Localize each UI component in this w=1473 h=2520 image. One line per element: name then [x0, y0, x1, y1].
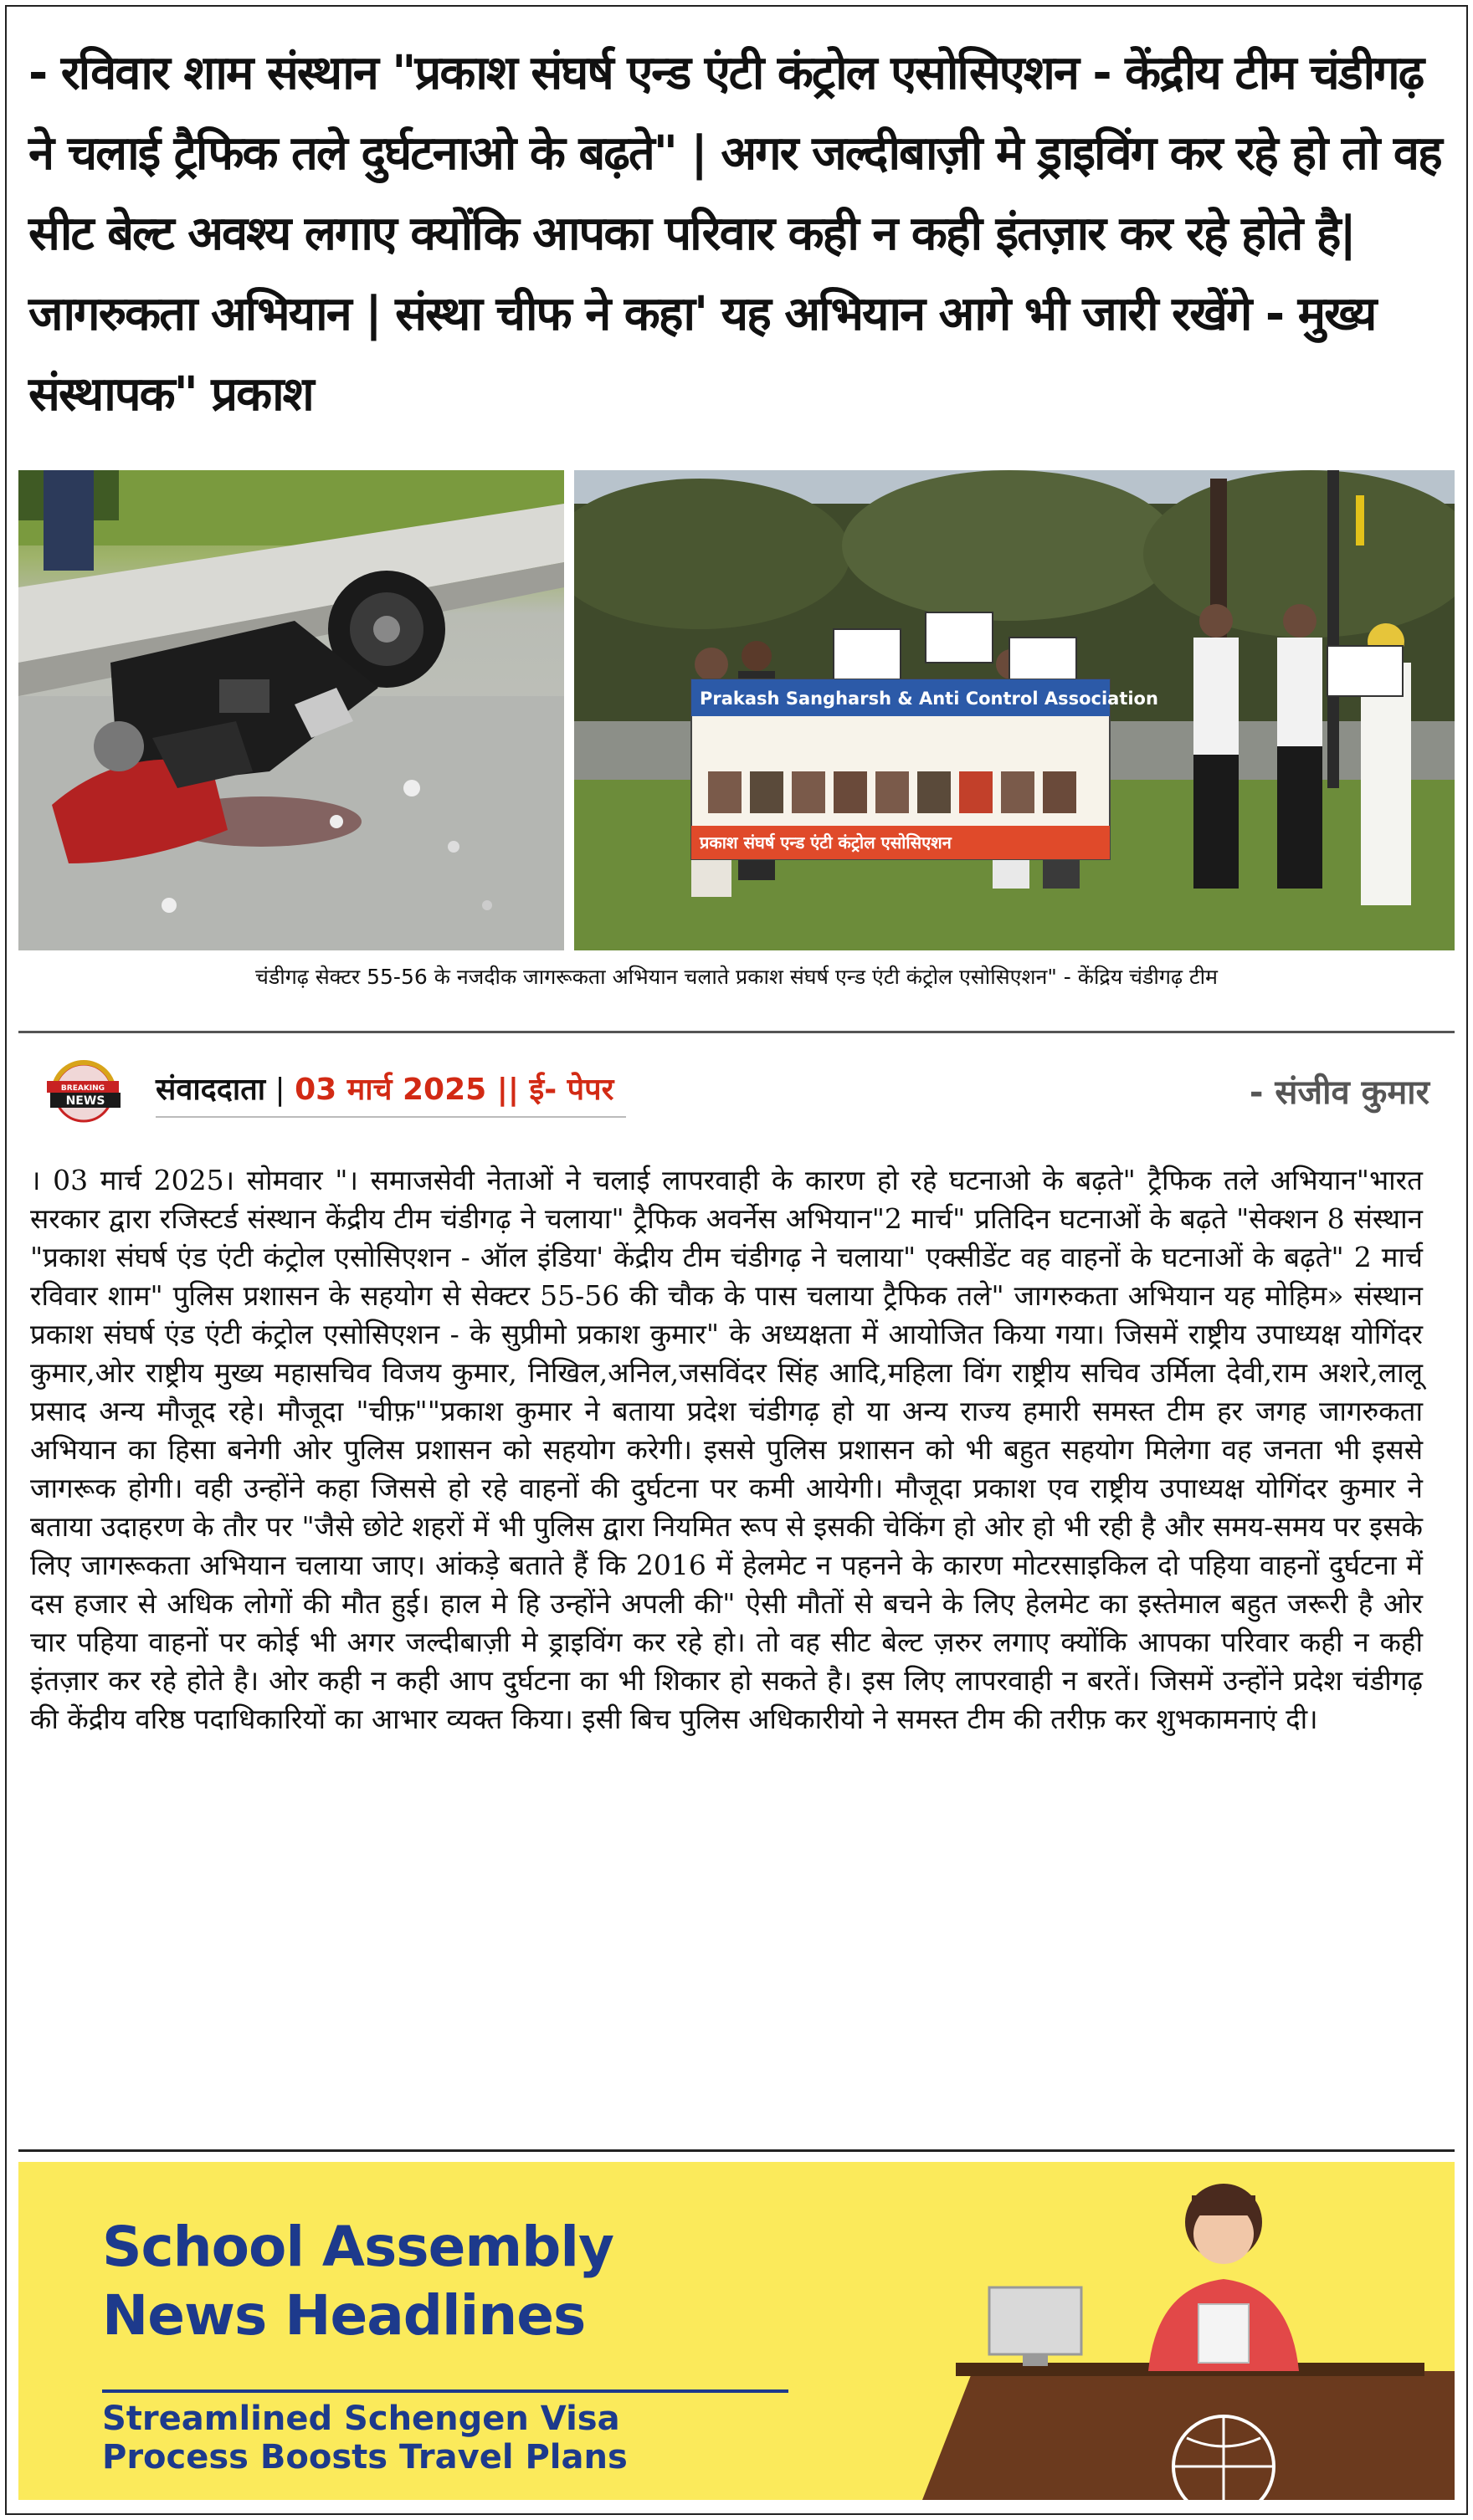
publish-date: 03 मार्च 2025 || ई- पेपर — [295, 1073, 614, 1107]
ad-subtitle-line1: Streamlined Schengen Visa — [102, 2400, 620, 2438]
group-scene-illustration — [574, 470, 1455, 950]
ad-title-line1: School Assembly — [102, 2215, 614, 2279]
reporter-label: संवाददाता — [156, 1073, 266, 1107]
banner-english-text: Prakash Sangharsh & Anti Control Association — [700, 689, 1158, 709]
breaking-news-badge — [45, 1059, 129, 1124]
byline-underline — [156, 1116, 626, 1118]
ad-title-line2: News Headlines — [102, 2283, 586, 2348]
badge-breaking-label: BREAKING — [60, 1084, 105, 1093]
photo-caption: चंडीगढ़ सेक्टर 55-56 के नजदीक जागरूकता अभियान चलाते प्रकाश संघर्ष एन्ड एंटी कंट्रोल एसोसिएशन" - केंद्रिय चंडीगढ़ टीम — [255, 965, 1218, 989]
ad-subtitle-line2: Process Boosts Travel Plans — [102, 2438, 628, 2476]
advertisement-banner[interactable] — [18, 2162, 1455, 2500]
ad-underline — [102, 2389, 788, 2393]
byline — [156, 1068, 613, 1109]
divider — [18, 1031, 1455, 1033]
badge-news-label: NEWS — [65, 1094, 105, 1108]
banner-hindi-text: प्रकाश संघर्ष एन्ड एंटी कंट्रोल एसोसिएशन — [700, 832, 952, 853]
accident-photo — [18, 470, 564, 950]
divider — [18, 2149, 1455, 2152]
byline-separator: | — [265, 1073, 295, 1107]
headline: - रविवार शाम संस्थान "प्रकाश संघर्ष एन्ड एंटी कंट्रोल एसोसिएशन - केंद्रीय टीम चंडीगढ़ ने चलाई ट्रैफिक तले दुर्घटनाओ के बढ़ते" | अगर जल्दीबाज़ी मे ड्राइविंग कर रहे हो तो वह सीट बेल्ट अवश्य लगाए क्योंकि आपका परिवार कही न कही इंतज़ार कर रहे होते है| जागरुकता अभियान | संस्था चीफ ने कहा' यह अभियान आगे भी जारी रखेंगे - मुख्य संस्थापक" प्रकाश — [28, 46, 1441, 422]
awareness-campaign-photo — [574, 470, 1455, 950]
article-body: । 03 मार्च 2025। सोमवार "। समाजसेवी नेताओं ने चलाई लापरवाही के कारण हो रहे घटनाओ के बढ़ते" ट्रैफिक तले अभियान"भारत सरकार द्वारा रजिस्टर्ड संस्थान केंद्रीय टीम चंडीगढ़ ने चलाया" ट्रैफिक अवर्नेस अभियान"2 मार्च" प्रतिदिन घटनाओं के बढ़ते "सेक्शन 8 संस्थान "प्रकाश संघर्ष एंड एंटी कंट्रोल एसोसिएशन - ऑल इंडिया' केंद्रीय टीम चंडीगढ़ ने चलाया" एक्सीडेंट वह वाहनों के घटनाओं के बढ़ते" 2 मार्च रविवार शाम" पुलिस प्रशासन के सहयोग से सेक्टर 55-56 की चौक के पास चलाया ट्रैफिक तले" जागरुकता अभियान यह मोहिम» संस्थान प्रकाश संघर्ष एंड एंटी कंट्रोल एसोसिएशन - के सुप्रीमो प्रकाश कुमार" के अध्यक्षता में आयोजित किया गया। जिसमें राष्ट्रीय उपाध्यक्ष योगिंदर कुमार,ओर राष्ट्रीय मुख्य महासचिव विजय कुमार, निखिल,अनिल,जसविंदर सिंह आदि,महिला विंग राष्ट्रीय सचिव उर्मिला देवी,राम अशरे,लालू प्रसाद अन्य मौजूद रहे। मौजूदा "चीफ़""प्रकाश कुमार ने बताया प्रदेश चंडीगढ़ हो या अन्य राज्य हमारी समस्त टीम हर जगह जागरुकता अभियान का हिसा बनेगी ओर पुलिस प्रशासन को सहयोग करेगी। इससे पुलिस प्रशासन को भी बहुत सहयोग मिलेगा वह जनता भी इससे जागरूक होगी। वही उन्होंने कहा जिससे हो रहे वाहनों की दुर्घटना पर कमी आयेगी। मौजूदा प्रकाश एव राष्ट्रीय उपाध्यक्ष योगिंदर कुमार ने बताया उदाहरण के तौर पर "जैसे छोटे शहरों में भी पुलिस द्वारा नियमित रूप से इसकी चेकिंग हो ओर हो भी रही है और समय-समय पर इसके लिए जागरूकता अभियान चलाया जाए। आंकड़े बताते हैं कि 2016 में हेलमेट न पहनने के कारण मोटरसाइकिल दो पहिया वाहनों दुर्घटना में दस हजार से अधिक लोगों की मौत हुई। हाल मे हि उन्होंने अपली की" ऐसी मौतों से बचने के लिए हेलमेट का इस्तेमाल बहुत जरूरी है ओर चार पहिया वाहनों पर कोई भी अगर जल्दीबाज़ी मे ड्राइविंग कर रहे हो। तो वह सीट बेल्ट ज़रुर लगाए क्योंकि आपका परिवार कही न कही इंतज़ार कर रहे होते है। ओर कही न कही आप दुर्घटना का भी शिकार हो सकते है। इस लिए लापरवाही न बरतें। जिसमें उन्होंने प्रदेश चंडीगढ़ की केंद्रीय वरिष्ठ पदाधिकारियों का आभार व्यक्त किया। इसी बिच पुलिस अधिकारीयो ने समस्त टीम की तरीफ़ कर शुभकामनाएं दी। — [30, 1164, 1423, 1735]
author-name: - संजीव कुमार — [1249, 1073, 1429, 1112]
accident-scene-illustration — [18, 470, 564, 950]
news-anchor-illustration — [922, 2162, 1455, 2500]
